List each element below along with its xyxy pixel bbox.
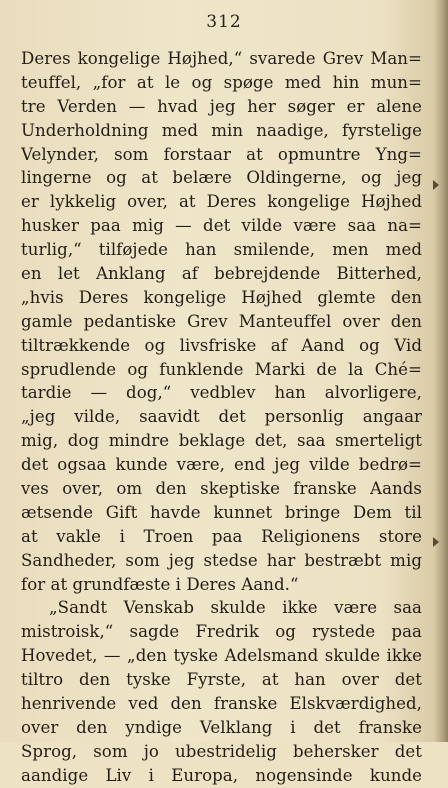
body-text xyxy=(21,47,422,788)
text-line: „Sandt Venskab skulde ikke være saa xyxy=(49,598,422,618)
page-edge-tab-icon xyxy=(433,180,439,190)
text-line: husker paa mig — det vilde være saa na= xyxy=(21,216,422,236)
text-line: gamle pedantiske Grev Manteuffel over den xyxy=(21,311,422,331)
text-line: henrivende ved den franske Elskværdighed, xyxy=(21,694,422,714)
text-line: „jeg vilde, saavidt det personlig angaar xyxy=(21,407,422,427)
text-line: tiltro den tyske Fyrste, at han over det xyxy=(21,670,422,690)
text-line: aandige Liv i Europa, nogensinde kunde xyxy=(21,765,422,785)
text-line: tiltrækkende og livsfriske af Aand og Vid xyxy=(21,335,422,355)
text-line: turlig,“ tilføjede han smilende, men med xyxy=(21,240,422,260)
text-line: Deres kongelige Højhed,“ svarede Grev Man= xyxy=(21,49,422,68)
text-line: ves over, om den skeptiske franske Aands xyxy=(21,479,422,499)
text-line: Sprog, som jo ubestridelig behersker det xyxy=(21,741,422,761)
text-line: over den yndige Velklang i det franske xyxy=(21,717,422,737)
text-line: Underholdning med min naadige, fyrstelige xyxy=(21,120,422,140)
text-line: at vakle i Troen paa Religionens store xyxy=(21,526,422,546)
text-line: tardie — dog,“ vedblev han alvorligere, xyxy=(21,383,422,403)
text-line: Hovedet, — „den tyske Adelsmand skulde ikke xyxy=(21,646,422,666)
text-line: ætsende Gift havde kunnet bringe Dem til xyxy=(21,502,422,522)
text-line: sprudlende og funklende Marki de la Ché= xyxy=(21,359,422,379)
page-number: 312 xyxy=(206,12,242,32)
text-line: er lykkelig over, at Deres kongelige Højhed xyxy=(21,192,422,212)
text-line: tre Verden — hvad jeg her søger er alene xyxy=(21,96,422,116)
text-line: mistroisk,“ sagde Fredrik og rystede paa xyxy=(21,622,422,642)
page-edge-tab-icon xyxy=(433,537,439,547)
text-line: en let Anklang af bebrejdende Bitterhed, xyxy=(21,264,422,284)
page-edge-shadow xyxy=(434,0,448,742)
text-line: teuffel, „for at le og spøge med hin mun= xyxy=(21,72,422,92)
text-line: „hvis Deres kongelige Højhed glemte den xyxy=(21,287,422,307)
text-line: Sandheder, som jeg stedse har bestræbt mig xyxy=(21,550,422,570)
text-line: det ogsaa kunde være, end jeg vilde bedrø= xyxy=(21,455,422,475)
text-line: lingerne og at belære Oldingerne, og jeg xyxy=(21,168,422,188)
text-line: mig, dog mindre beklage det, saa smerteligt xyxy=(21,431,422,451)
text-line: Velynder, som forstaar at opmuntre Yng= xyxy=(21,144,422,164)
text-line: for at grundfæste i Deres Aand.“ xyxy=(21,574,299,594)
